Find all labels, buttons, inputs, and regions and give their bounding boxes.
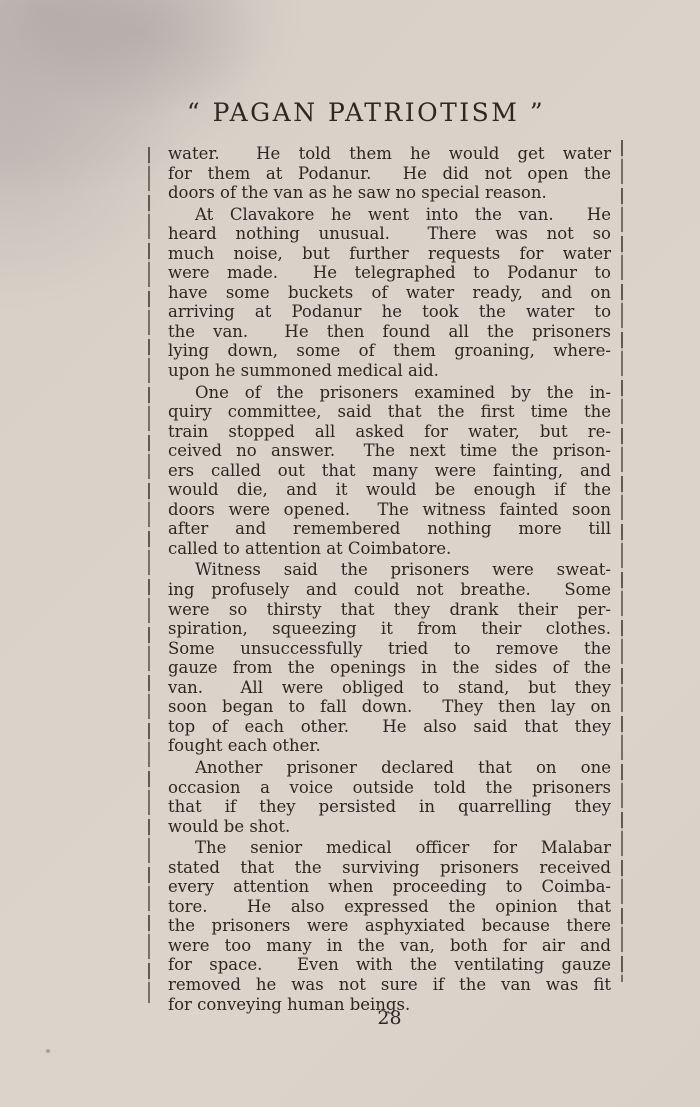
text-line: for space. Even with the ventilating gauze <box>168 955 611 975</box>
text-line: occasion a voice outside told the prisoners <box>168 777 611 797</box>
text-line: for them at Podanur. He did not open the <box>168 163 611 183</box>
text-line: for conveying human beings. <box>168 994 411 1014</box>
text-line: top of each other. He also said that they <box>168 716 611 736</box>
text-line: have some buckets of water ready, and on <box>168 282 611 302</box>
text-line: doors were opened. The witness fainted soon <box>168 499 611 519</box>
text-line: van. All were obliged to stand, but they <box>168 677 611 697</box>
text-line: soon began to fall down. They then lay on <box>168 697 611 717</box>
text-line: gauze from the openings in the sides of the <box>168 658 611 678</box>
text-line: lying down, some of them groaning, where- <box>168 341 611 361</box>
text-line: tore. He also expressed the opinion that <box>168 896 611 916</box>
text-line: after and remembered nothing more till <box>168 519 611 539</box>
text-line: the van. He then found all the prisoners <box>168 321 611 341</box>
text-line: would be shot. <box>168 816 291 836</box>
text-line: spiration, squeezing it from their clothes. <box>168 619 611 639</box>
text-line: removed he was not sure if the van was fit <box>168 974 611 994</box>
text-line: upon he summoned medical aid. <box>168 361 439 381</box>
paragraph <box>168 383 611 559</box>
text-line: arriving at Podanur he took the water to <box>168 302 611 322</box>
text-line: Another prisoner declared that on one <box>195 757 611 777</box>
text-line: ceived no answer. The next time the prison- <box>168 441 611 461</box>
scan-speck <box>46 1049 50 1053</box>
text-line: every attention when proceeding to Coimba- <box>168 877 611 897</box>
text-line: were too many in the van, both for air and <box>168 935 611 955</box>
text-line: train stopped all asked for water, but re- <box>168 421 611 441</box>
text-line: Some unsuccessfully tried to remove the <box>168 638 611 658</box>
text-line: doors of the van as he saw no special reason. <box>168 183 547 203</box>
text-line: called to attention at Coimbatore. <box>168 538 452 558</box>
text-line: heard nothing unusual. There was not so <box>168 224 611 244</box>
paragraph <box>168 838 611 1014</box>
text-line: ing profusely and could not breathe. Some <box>168 580 611 600</box>
text-line: At Clavakore he went into the van. He <box>195 204 611 224</box>
paragraph <box>168 758 611 836</box>
text-line: One of the prisoners examined by the in- <box>195 382 611 402</box>
text-line: quiry committee, said that the first time the <box>168 402 611 422</box>
paragraph <box>168 144 611 203</box>
text-line: water. He told them he would get water <box>168 144 611 163</box>
text-line: Witness said the prisoners were sweat- <box>195 560 611 580</box>
paragraph <box>168 560 611 755</box>
text-line: fought each other. <box>168 736 321 756</box>
text-line: ers called out that many were fainting, and <box>168 460 611 480</box>
page-title: “ PAGAN PATRIOTISM ” <box>186 98 546 127</box>
right-margin-rule <box>621 140 623 982</box>
text-line: the prisoners were asphyxiated because there <box>168 916 611 936</box>
text-line: The senior medical officer for Malabar <box>195 838 611 858</box>
paragraph <box>168 205 611 381</box>
text-line: were so thirsty that they drank their per- <box>168 599 611 619</box>
page-number: 28 <box>377 1007 402 1029</box>
text-line: that if they persisted in quarrelling they <box>168 797 611 817</box>
body-text <box>168 144 611 1016</box>
text-line: would die, and it would be enough if the <box>168 480 611 500</box>
text-line: much noise, but further requests for water <box>168 243 611 263</box>
left-margin-rule <box>148 147 150 1003</box>
text-line: were made. He telegraphed to Podanur to <box>168 263 611 283</box>
text-line: stated that the surviving prisoners received <box>168 857 611 877</box>
